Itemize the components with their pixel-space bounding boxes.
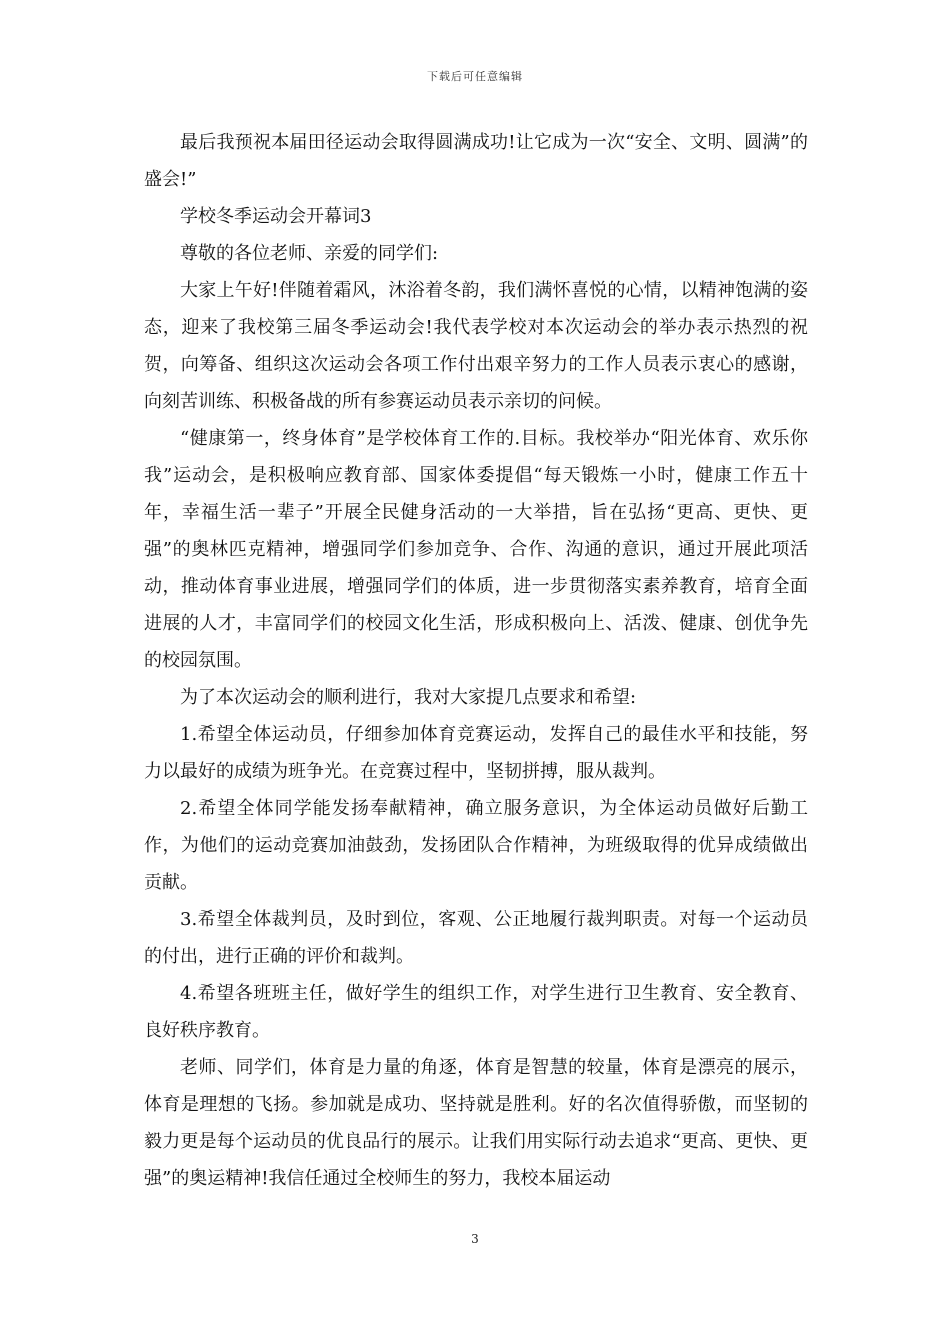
list-item-athletes: 1.希望全体运动员，仔细参加体育竞赛运动，发挥自己的最佳水平和技能，努力以最好的成绩为班争光。在竞赛过程中，坚韧拼搏，服从裁判。 [144,724,808,782]
list-item-teachers: 4.希望各班班主任，做好学生的组织工作，对学生进行卫生教育、安全教育、良好秩序教育。 [144,983,808,1041]
paragraph-conclusion: 老师、同学们，体育是力量的角逐，体育是智慧的较量，体育是漂亮的展示，体育是理想的飞扬。参加就是成功、坚持就是胜利。好的名次值得骄傲，而坚韧的毅力更是每个运动员的优良品行的展示。让我们用实际行动去追求“更高、更快、更强”的奥运精神!我信任通过全校师生的努力，我校本届运动 [144,1057,808,1189]
list-item-students: 2.希望全体同学能发扬奉献精神，确立服务意识，为全体运动员做好后勤工作，为他们的运动竞赛加油鼓劲，发扬团队合作精神，为班级取得的优异成绩做出贡献。 [144,798,808,893]
header-note: 下载后可任意编辑 [427,70,523,83]
salutation: 尊敬的各位老师、亲爱的同学们: [180,243,439,264]
paragraph-goal: “健康第一，终身体育”是学校体育工作的.目标。我校举办“阳光体育、欢乐你我”运动会，是积极响应教育部、国家体委提倡“每天锻炼一小时，健康工作五十年，幸福生活一辈子”开展全民健身活动的一大举措，旨在弘扬“更高、更快、更强”的奥林匹克精神，增强同学们参加竞争、合作、沟通的意识，通过开展此项活动，推动体育事业进展，增强同学们的体质，进一步贯彻落实素养教育，培育全面进展的人才，丰富同学们的校园文化生活，形成积极向上、活泼、健康、创优争先的校园氛围。 [144,428,808,671]
paragraph-greeting: 大家上午好!伴随着霜风，沐浴着冬韵，我们满怀喜悦的心情，以精神饱满的姿态，迎来了我校第三届冬季运动会!我代表学校对本次运动会的举办表示热烈的祝贺，向筹备、组织这次运动会各项工作付出艰辛努力的工作人员表示衷心的感谢，向刻苦训练、积极备战的所有参赛运动员表示亲切的问候。 [144,280,808,412]
page-number: 3 [471,1232,479,1246]
paragraph-requirements-intro: 为了本次运动会的顺利进行，我对大家提几点要求和希望: [180,687,637,708]
paragraph-closing-wish: 最后我预祝本届田径运动会取得圆满成功!让它成为一次“安全、文明、圆满”的盛会!” [144,132,808,190]
document-body [144,124,808,1197]
list-item-referees: 3.希望全体裁判员，及时到位，客观、公正地履行裁判职责。对每一个运动员的付出，进行正确的评价和裁判。 [144,909,808,967]
section-title: 学校冬季运动会开幕词3 [180,206,372,227]
